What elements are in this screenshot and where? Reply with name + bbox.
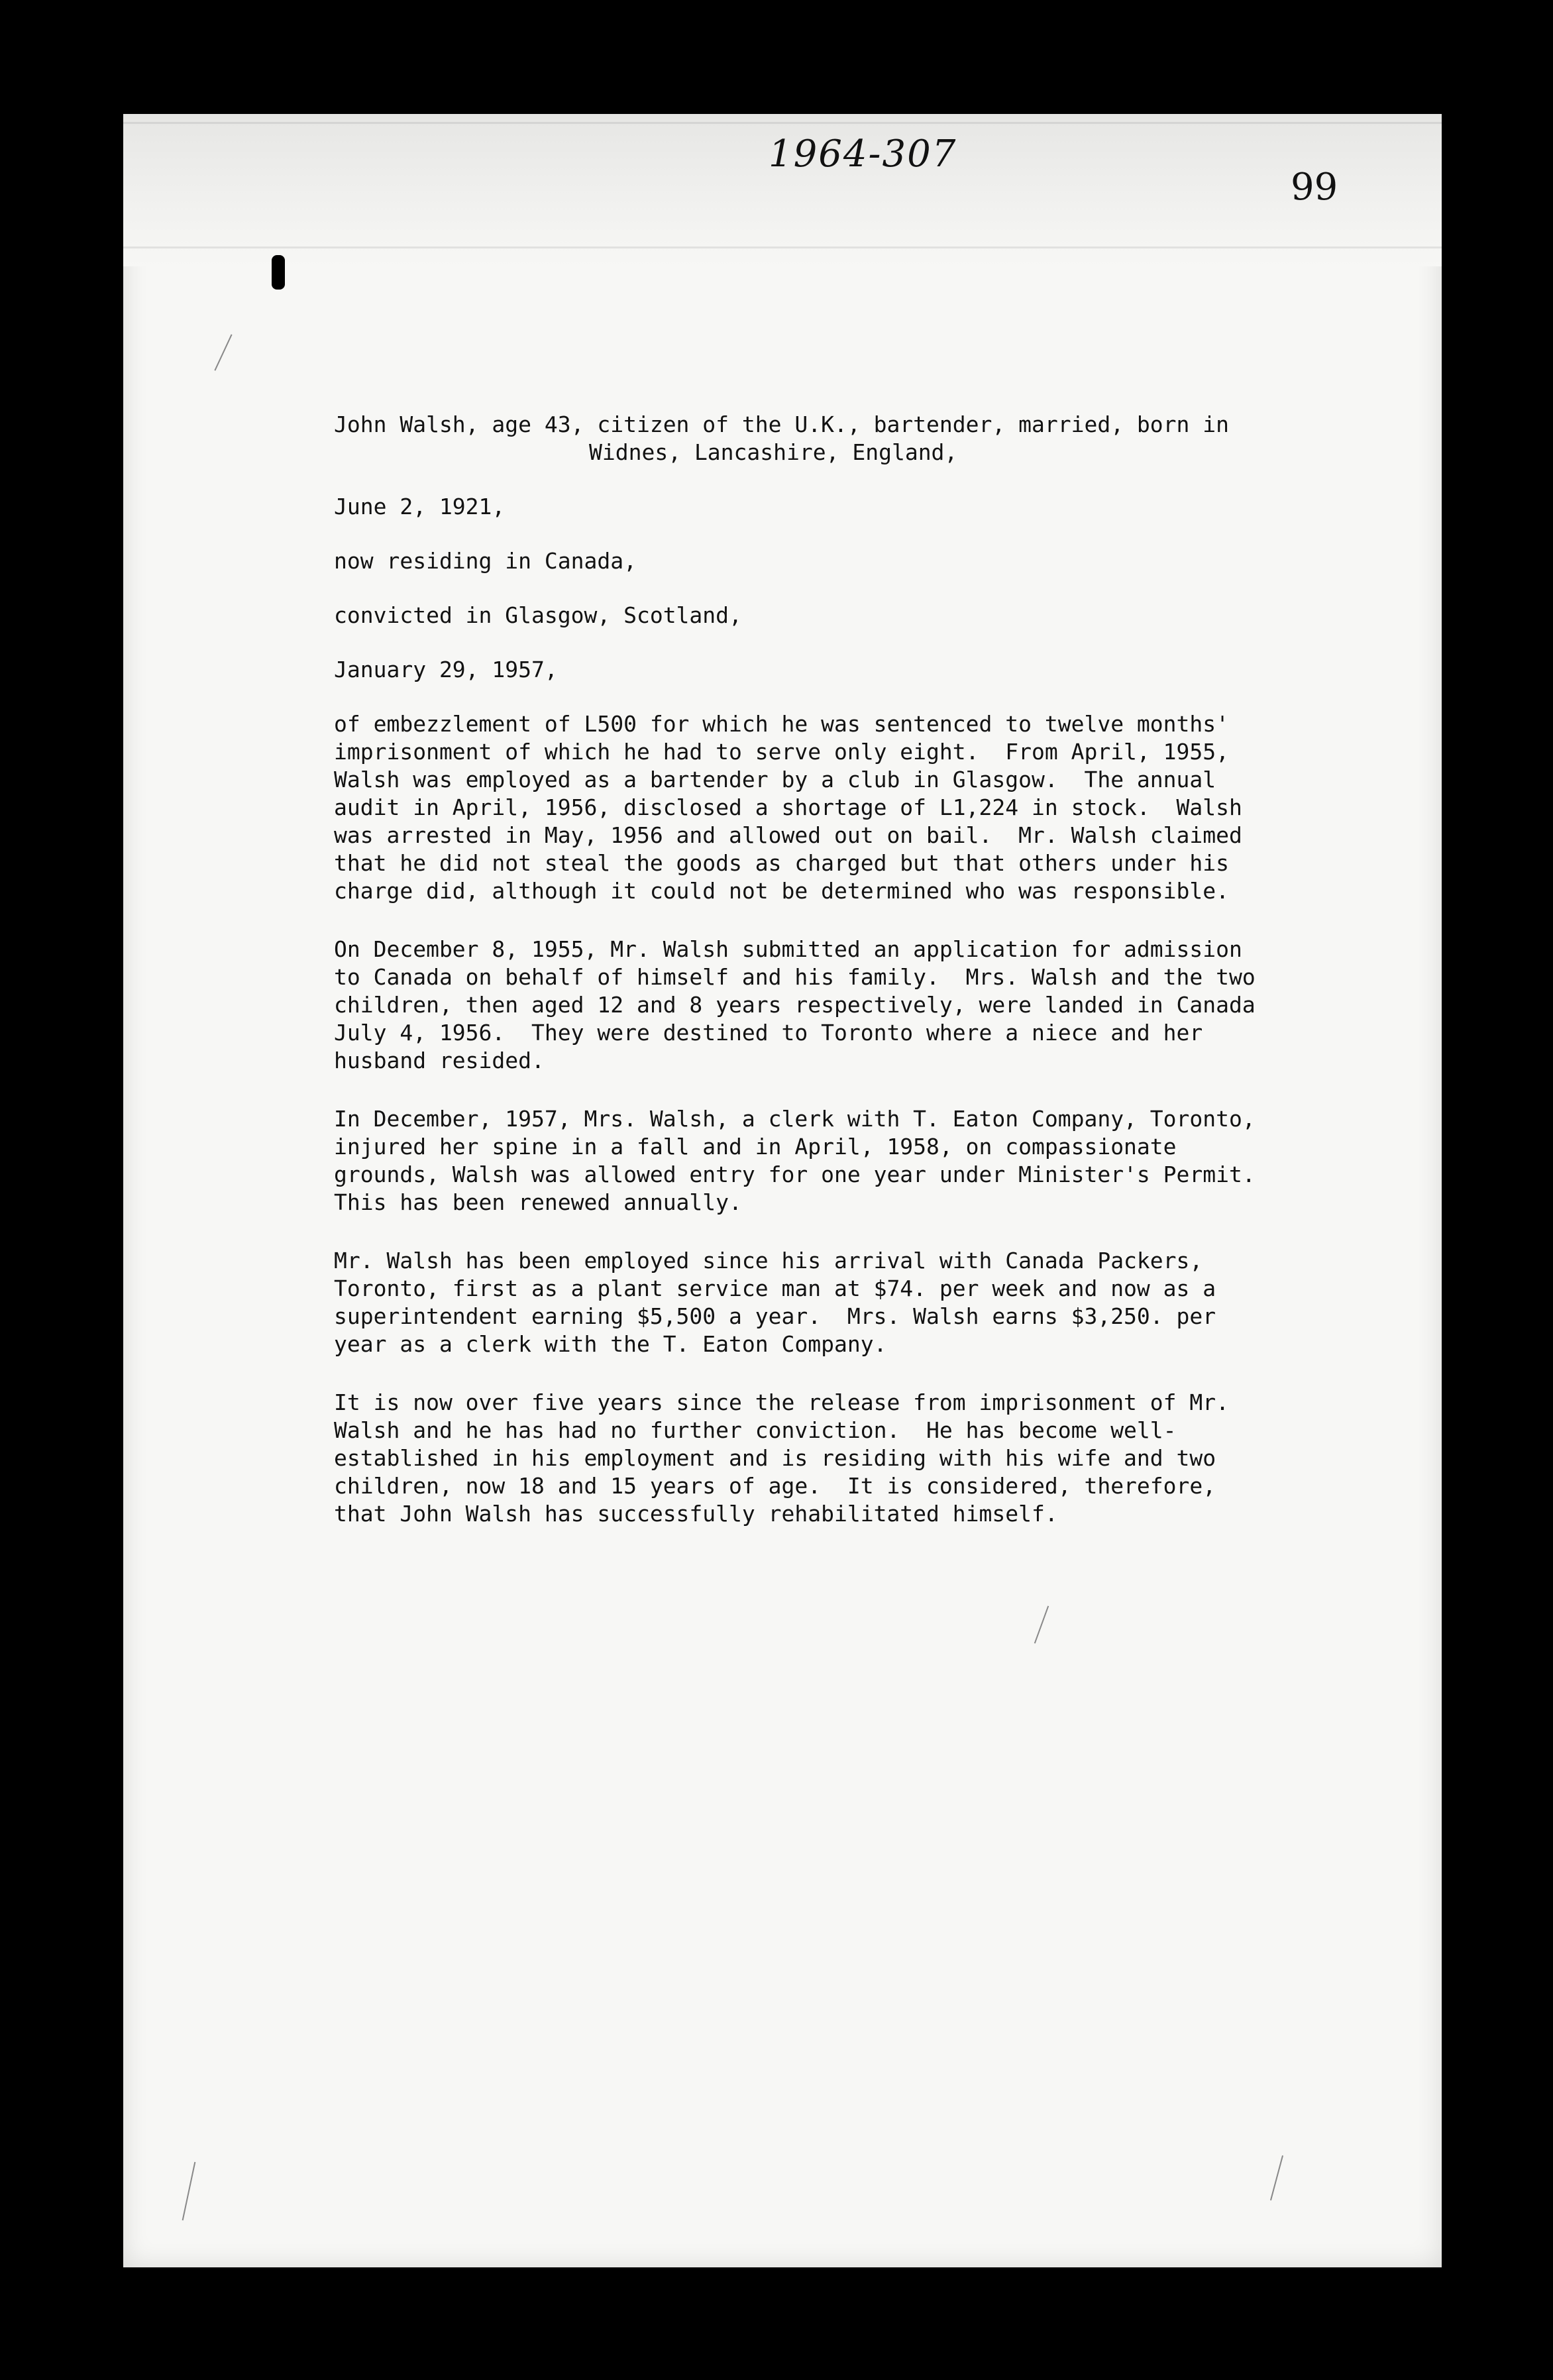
text-line: that he did not steal the goods as charged but that others under his — [334, 850, 1230, 876]
scratch-mark — [1034, 1605, 1049, 1643]
text-line: that John Walsh has successfully rehabilitated himself. — [334, 1501, 1058, 1527]
header-line-1: John Walsh, age 43, citizen of the U.K., bartender, married, born in — [334, 411, 1230, 437]
text-line: grounds, Walsh was allowed entry for one year under Minister's Permit. — [334, 1162, 1256, 1187]
paragraph-conclusion — [334, 1389, 1301, 1528]
scratch-mark — [182, 2162, 196, 2220]
paragraph-embezzlement — [334, 710, 1301, 905]
scratch-mark — [1270, 2155, 1283, 2200]
text-line: imprisonment of which he had to serve only eight. From April, 1955, — [334, 739, 1230, 765]
text-line: Mr. Walsh has been employed since his arrival with Canada Packers, — [334, 1248, 1203, 1273]
fold-line — [123, 122, 1442, 124]
text-line: It is now over five years since the release from imprisonment of Mr. — [334, 1389, 1230, 1415]
text-line: This has been renewed annually. — [334, 1189, 742, 1215]
document-body — [334, 411, 1301, 1528]
residence-line: now residing in Canada, — [334, 548, 637, 574]
conviction-place: convicted in Glasgow, Scotland, — [334, 602, 742, 628]
binding-mark — [272, 255, 285, 290]
handwritten-reference: 1964-307 — [769, 133, 957, 176]
text-line: husband resided. — [334, 1048, 545, 1073]
text-line: July 4, 1956. They were destined to Toronto where a niece and her — [334, 1020, 1203, 1046]
paragraph-employment — [334, 1247, 1301, 1358]
page-number: 99 — [1291, 166, 1338, 209]
text-line: of embezzlement of L500 for which he was sentenced to twelve months' — [334, 711, 1230, 737]
header-line-2: Widnes, Lancashire, England, — [589, 439, 958, 465]
text-line: children, then aged 12 and 8 years respectively, were landed in Canada — [334, 992, 1256, 1018]
text-line: injured her spine in a fall and in April, 1958, on compassionate — [334, 1134, 1177, 1160]
text-line: year as a clerk with the T. Eaton Company. — [334, 1331, 887, 1357]
text-line: Walsh was employed as a bartender by a club in Glasgow. The annual — [334, 767, 1216, 792]
text-line: children, now 18 and 15 years of age. It is considered, therefore, — [334, 1473, 1216, 1499]
text-line: On December 8, 1955, Mr. Walsh submitted an application for admission — [334, 936, 1242, 962]
text-line: established in his employment and is residing with his wife and two — [334, 1445, 1216, 1471]
text-line: audit in April, 1956, disclosed a shortage of L1,224 in stock. Walsh — [334, 794, 1242, 820]
scratch-mark — [214, 334, 232, 370]
text-line: superintendent earning $5,500 a year. Mrs. Walsh earns $3,250. per — [334, 1303, 1216, 1329]
text-line: Toronto, first as a plant service man at $74. per week and now as a — [334, 1275, 1216, 1301]
text-line: to Canada on behalf of himself and his family. Mrs. Walsh and the two — [334, 964, 1256, 990]
fold-line — [123, 246, 1442, 248]
paragraph-permit — [334, 1105, 1301, 1217]
paragraph-application — [334, 936, 1301, 1075]
text-line: was arrested in May, 1956 and allowed out on bail. Mr. Walsh claimed — [334, 822, 1242, 848]
text-line: In December, 1957, Mrs. Walsh, a clerk with T. Eaton Company, Toronto, — [334, 1106, 1256, 1132]
text-line: charge did, although it could not be determined who was responsible. — [334, 878, 1230, 904]
birth-date: June 2, 1921, — [334, 494, 506, 519]
text-line: Walsh and he has had no further conviction. He has become well- — [334, 1417, 1177, 1443]
conviction-date: January 29, 1957, — [334, 657, 558, 682]
